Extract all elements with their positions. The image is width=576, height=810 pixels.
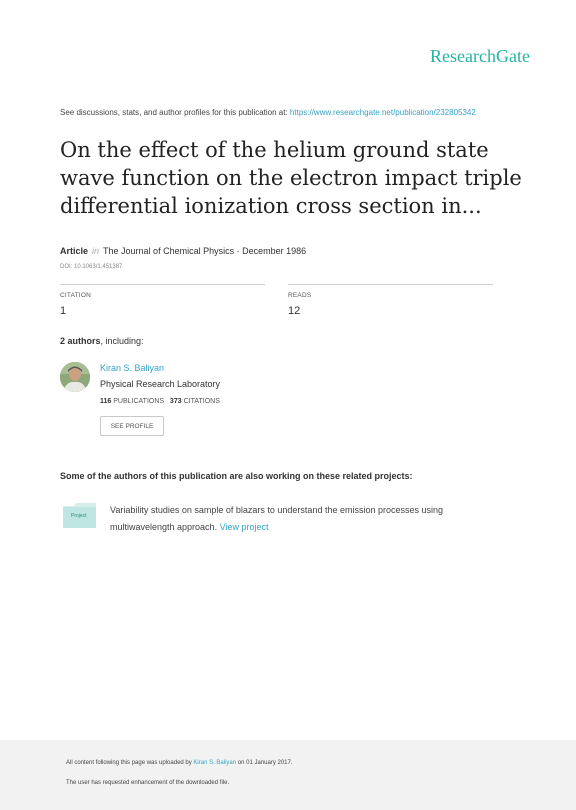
upload-prefix: All content following this page was uploaded by	[66, 760, 192, 766]
uploader-link[interactable]: Kiran S. Baliyan	[193, 760, 237, 766]
upload-suffix: on 01 January 2017.	[237, 760, 293, 766]
article-meta	[60, 246, 306, 256]
author-name-link[interactable]: Kiran S. Baliyan	[100, 363, 165, 373]
authors-count-bold: 2 authors	[60, 336, 101, 346]
author-institution: Physical Research Laboratory	[100, 379, 221, 389]
see-profile-button[interactable]: SEE PROFILE	[100, 416, 164, 436]
citation-label: CITATION	[60, 292, 91, 299]
project-icon-label: Project	[71, 513, 87, 519]
authors-count-rest: , including:	[100, 336, 144, 346]
publications-count: 116	[100, 398, 112, 405]
article-kind: Article	[60, 246, 89, 256]
citations-label: CITATIONS	[183, 398, 220, 405]
in-label: in	[92, 246, 100, 256]
article-title: On the effect of the helium ground state wave function on the electron impact triple differential ionization cross section in...	[60, 138, 522, 218]
reads-label: READS	[288, 292, 312, 299]
reads-divider	[288, 284, 493, 285]
related-projects-header: Some of the authors of this publication are also working on these related projects:	[60, 471, 413, 481]
citation-count: 1	[60, 305, 67, 317]
researchgate-logo[interactable]: ResearchGate	[430, 46, 530, 66]
discussions-prefix: See discussions, stats, and author profiles for this publication at:	[60, 108, 288, 117]
authors-count	[60, 336, 144, 346]
publication-url-link[interactable]: https://www.researchgate.net/publication/232805342	[289, 108, 476, 117]
project-text: Variability studies on sample of blazars to understand the emission processes using multiwavelength approach.	[110, 505, 444, 532]
project-description	[110, 502, 490, 536]
reads-count: 12	[288, 305, 301, 317]
project-folder-icon	[63, 503, 96, 528]
author-photo	[60, 362, 90, 392]
enhancement-note: The user has requested enhancement of the downloaded file.	[66, 780, 230, 786]
author-stats	[100, 398, 220, 405]
publications-label: PUBLICATIONS	[113, 398, 165, 405]
footer-bar	[0, 740, 576, 810]
citation-divider	[60, 284, 265, 285]
upload-note	[66, 760, 293, 766]
author-avatar[interactable]	[60, 362, 90, 392]
view-project-link[interactable]: View project	[219, 522, 269, 532]
journal-date: The Journal of Chemical Physics · December 1986	[103, 246, 307, 256]
discussions-line	[60, 108, 476, 117]
citations-count: 373	[169, 398, 182, 405]
doi-text: DOI: 10.1063/1.451387	[60, 264, 123, 270]
